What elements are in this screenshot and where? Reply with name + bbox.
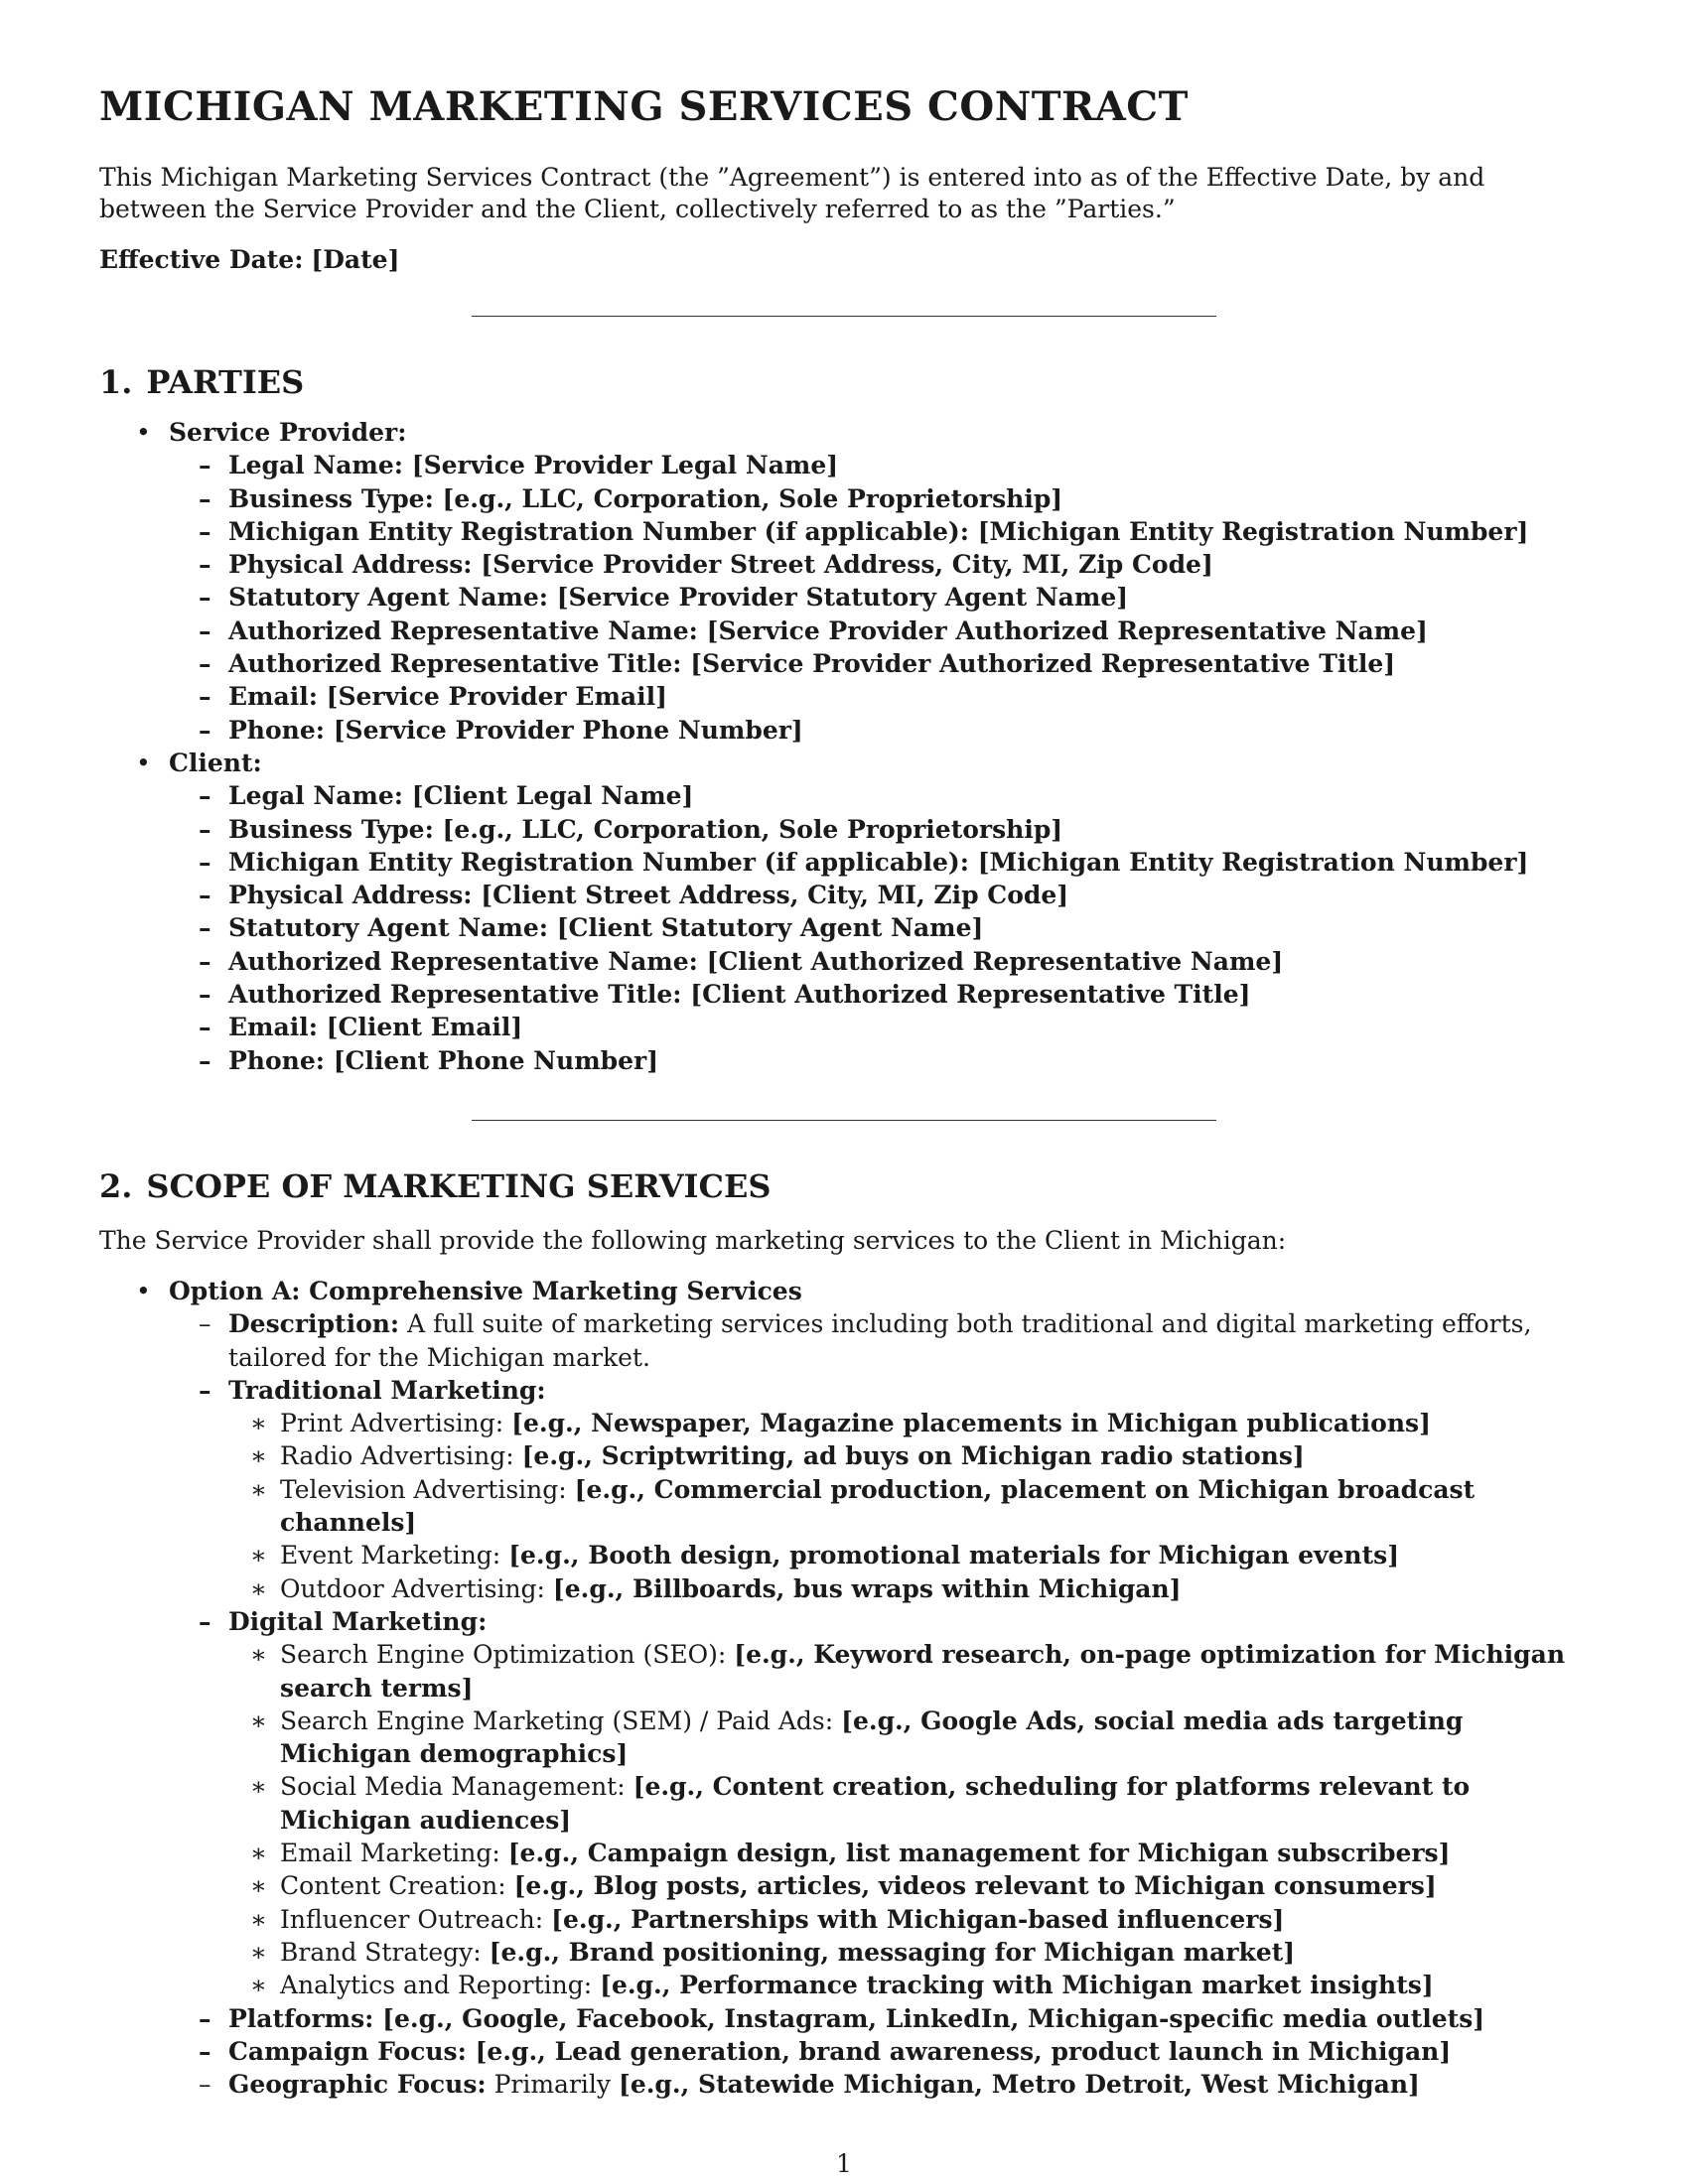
traditional-marketing-label: – Traditional Marketing: [199, 1375, 546, 1405]
effective-date-value: [Date] [311, 245, 400, 274]
list-item: ∗ Email Marketing: [e.g., Campaign design, list management for Michigan subscribers] [250, 1839, 1451, 1868]
list-item: – Michigan Entity Registration Number (if applicable): [Michigan Entity Registration Number] [199, 516, 1529, 546]
digital-marketing-label: – Digital Marketing: [199, 1606, 488, 1636]
section-2-heading: 2. SCOPE OF MARKETING SERVICES [99, 1167, 772, 1205]
list-item: – Email: [Service Provider Email] [199, 682, 667, 712]
list-item: ∗ Social Media Management: [e.g., Content creation, scheduling for platforms relevant to Michigan audiences] [250, 1772, 1471, 1835]
geographic-focus-item: – Geographic Focus: Primarily [e.g., Statewide Michigan, Metro Detroit, West Michigan] [199, 2070, 1420, 2100]
page-number: 1 [836, 2149, 852, 2178]
document-title: MICHIGAN MARKETING SERVICES CONTRACT [99, 83, 1189, 130]
list-item: – Authorized Representative Name: [Client Authorized Representative Name] [199, 946, 1284, 976]
client-label: • Client: [99, 747, 1589, 779]
list-item: ∗ Brand Strategy: [e.g., Brand positioning, messaging for Michigan market] [250, 1937, 1296, 1967]
list-item: – Email: [Client Email] [199, 1013, 523, 1042]
list-item: ∗ Outdoor Advertising: [e.g., Billboards, bus wraps within Michigan] [250, 1573, 1182, 1603]
list-item: ∗ Influencer Outreach: [e.g., Partnerships with Michigan-based influencers] [250, 1904, 1285, 1934]
list-item: ∗ Event Marketing: [e.g., Booth design, promotional materials for Michigan events] [250, 1541, 1400, 1570]
list-item: – Phone: [Service Provider Phone Number] [199, 715, 803, 745]
intro-paragraph: This Michigan Marketing Services Contract (the ”Agreement”) is entered into as of the Effective Date, by and between the Service Provider and the Client, collectively referred to as the ”Parties.” [99, 163, 1485, 223]
effective-date [99, 244, 399, 276]
platforms-item: – Platforms: [e.g., Google, Facebook, Instagram, LinkedIn, Michigan-specific media outlets] [199, 2003, 1485, 2033]
option-a-label: • Option A: Comprehensive Marketing Services [99, 1275, 1589, 1307]
service-provider-label: • Service Provider: [99, 416, 1589, 449]
list-item: ∗ Analytics and Reporting: [e.g., Performance tracking with Michigan market insights] [250, 1971, 1434, 2000]
list-item: – Statutory Agent Name: [Client Statutory Agent Name] [199, 913, 984, 943]
list-item: – Statutory Agent Name: [Service Provider Statutory Agent Name] [199, 583, 1129, 613]
parties-list [99, 416, 1589, 1077]
list-item: ∗ Print Advertising: [e.g., Newspaper, Magazine placements in Michigan publications] [250, 1409, 1431, 1438]
list-item: ∗ Radio Advertising: [e.g., Scriptwriting, ad buys on Michigan radio stations] [250, 1441, 1305, 1471]
list-item: – Phone: [Client Phone Number] [199, 1045, 659, 1075]
scope-lead-paragraph: The Service Provider shall provide the following marketing services to the Client in Michigan: [99, 1226, 1287, 1255]
campaign-focus-item: – Campaign Focus: [e.g., Lead generation, brand awareness, product launch in Michigan] [199, 2036, 1452, 2066]
effective-date-label: Effective Date: [99, 245, 304, 274]
list-item: – Physical Address: [Client Street Address, City, MI, Zip Code] [199, 881, 1069, 910]
section-1-heading: 1. PARTIES [99, 363, 305, 401]
option-a-description: – Description: A full suite of marketing services including both traditional and digital marketing efforts, tailored for the Michigan market. [199, 1309, 1532, 1372]
list-item: – Physical Address: [Service Provider Street Address, City, MI, Zip Code] [199, 550, 1213, 580]
scope-list [99, 1275, 1589, 2101]
list-item: – Legal Name: [Service Provider Legal Name] [199, 451, 839, 480]
list-item: – Business Type: [e.g., LLC, Corporation, Sole Proprietorship] [199, 483, 1063, 513]
section-divider [472, 1120, 1216, 1121]
list-item: ∗ Content Creation: [e.g., Blog posts, articles, videos relevant to Michigan consumers] [250, 1871, 1437, 1901]
list-item: ∗ Television Advertising: [e.g., Commercial production, placement on Michigan broadcast channels] [250, 1474, 1476, 1538]
list-item: ∗ Search Engine Optimization (SEO): [e.g., Keyword research, on-page optimization for Michigan search terms] [250, 1640, 1566, 1703]
section-divider [472, 316, 1216, 317]
list-item: – Legal Name: [Client Legal Name] [199, 781, 694, 811]
list-item: – Business Type: [e.g., LLC, Corporation, Sole Proprietorship] [199, 814, 1063, 844]
list-item: – Authorized Representative Name: [Service Provider Authorized Representative Name] [199, 615, 1428, 645]
list-item: ∗ Search Engine Marketing (SEM) / Paid Ads: [e.g., Google Ads, social media ads targeting Michigan demographics] [250, 1706, 1464, 1769]
list-item: – Authorized Representative Title: [Client Authorized Representative Title] [199, 980, 1251, 1010]
list-item: – Authorized Representative Title: [Service Provider Authorized Representative Title] [199, 649, 1396, 679]
list-item: – Michigan Entity Registration Number (if applicable): [Michigan Entity Registration Number] [199, 847, 1529, 877]
